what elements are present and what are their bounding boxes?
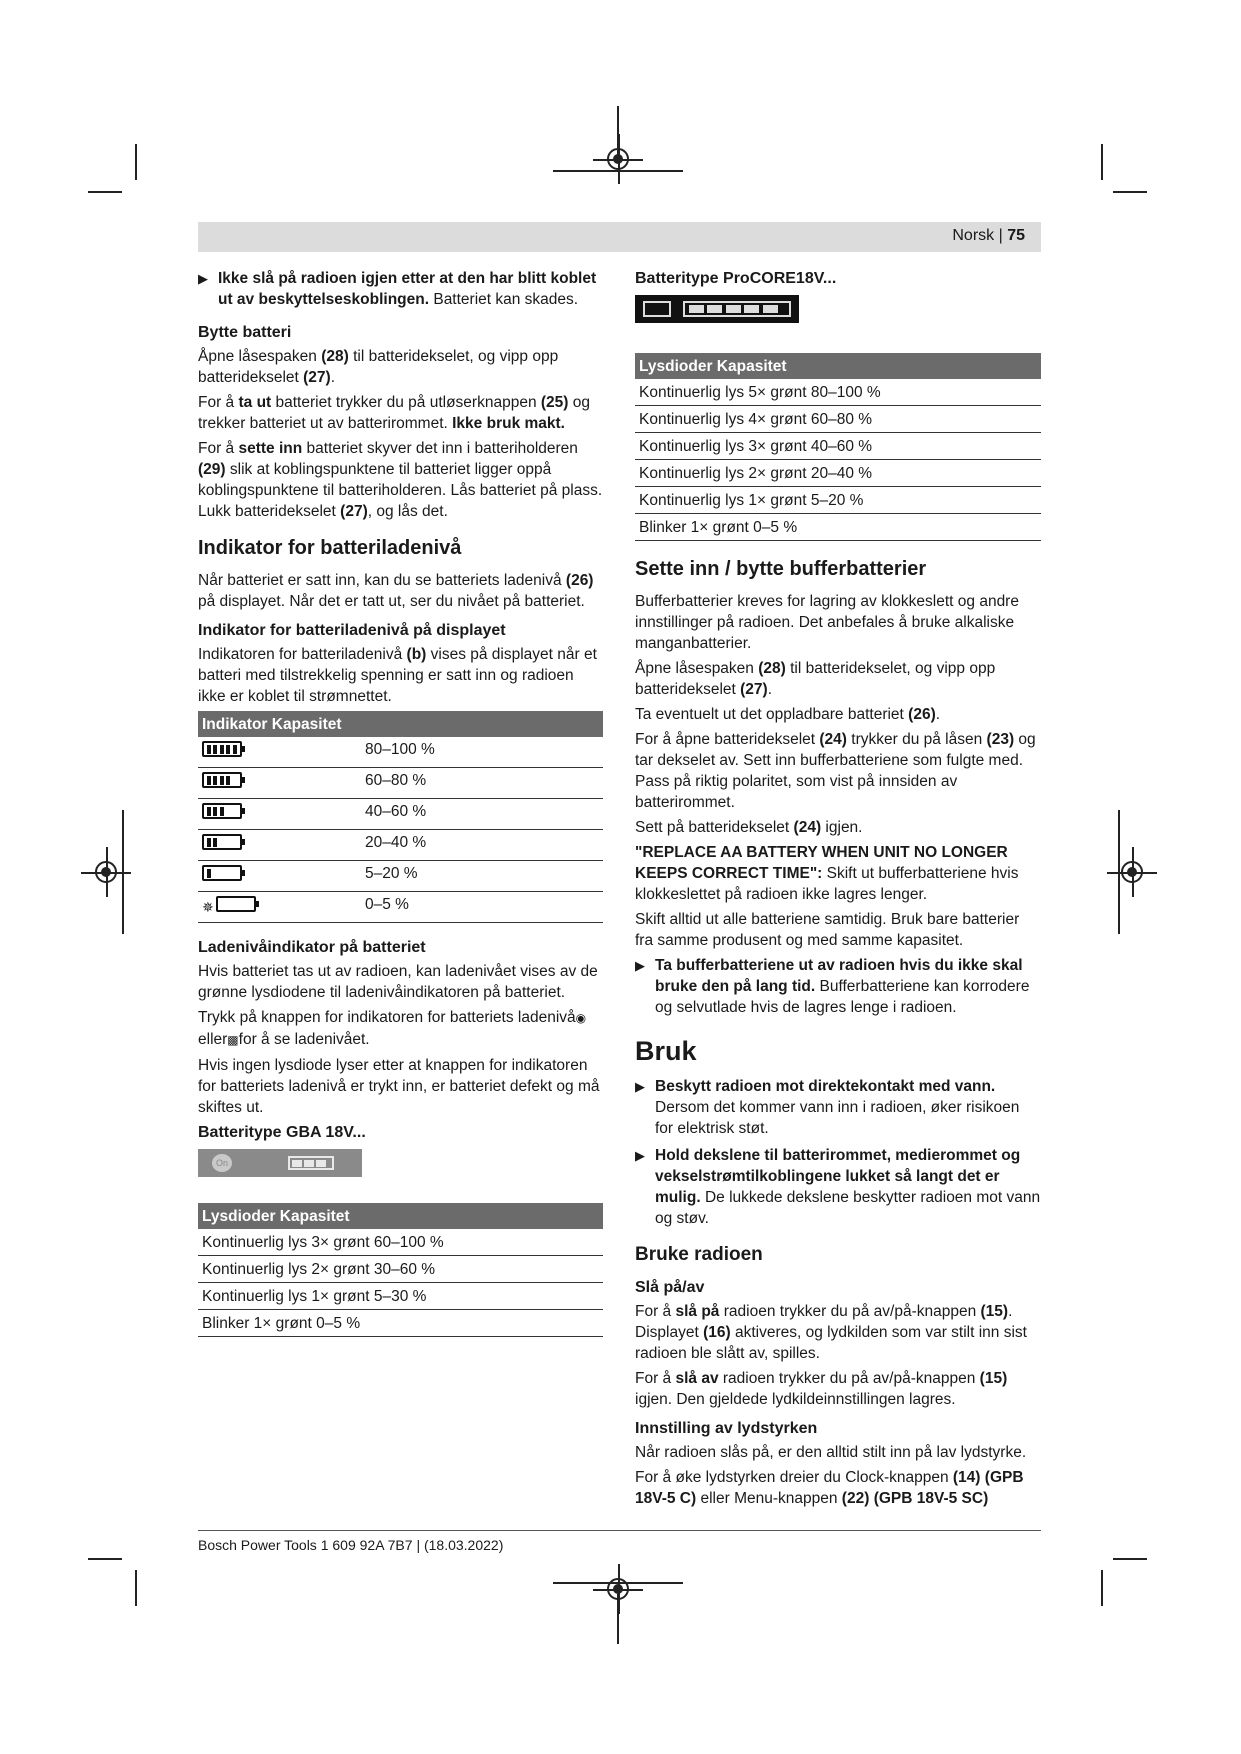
- paragraph: Når batteriet er satt inn, kan du se batteriets ladenivå (26) på displayet. Når det er tatt ut, ser du nivået på batteriet.: [198, 572, 594, 610]
- capacity-cell: 40–60 %: [361, 799, 603, 830]
- footer-divider: [198, 1530, 1041, 1531]
- left-column: [198, 268, 603, 1337]
- page-header: [198, 222, 1041, 252]
- paragraph: For å sette inn batteriet skyver det inn i batteriholderen (29) slik at koblingspunktene til batteriet ligger oppå koblingspunktene til batteriholderen. Lås batteriet på plass.: [198, 440, 603, 499]
- paragraph: Hvis ingen lysdiode lyser etter at knappen for indikatoren for batteriets ladenivå er trykt inn, er batteriet defekt og må skiftes ut.: [198, 1057, 600, 1116]
- bullet-triangle-icon: ▶: [635, 1079, 645, 1094]
- subsection-heading: Batteritype GBA 18V...: [198, 1124, 366, 1141]
- capacity-cell: 80–100 %: [361, 737, 603, 768]
- table-row: [198, 799, 603, 830]
- crop-mark: [135, 144, 137, 180]
- table-row: Kontinuerlig lys 3× grønt 60–100 %: [198, 1229, 603, 1256]
- indicator-table: [198, 711, 603, 923]
- battery-level-cell: [198, 892, 361, 923]
- paragraph: "REPLACE AA BATTERY WHEN UNIT NO LONGER KEEPS CORRECT TIME": Skift ut bufferbatteriene hvis klokkeslettet på radioen ikke lagres lenger.: [635, 844, 1019, 903]
- table-header: Lysdioder Kapasitet: [635, 353, 1041, 379]
- paragraph: For å ta ut batteriet trykker du på utløserknappen (25) og trekker batteriet ut av batterirommet. Ikke bruk makt.: [198, 394, 591, 432]
- registration-mark: [607, 148, 629, 170]
- crop-mark: [88, 1558, 122, 1560]
- page-number: 75: [1007, 227, 1025, 244]
- battery-level-icon: [202, 865, 242, 881]
- paragraph: For å slå på radioen trykker du på av/på-knappen (15). Displayet (16) aktiveres, og lydkilden som var stilt inn sist radioen ble slått av, spilles.: [635, 1303, 1027, 1362]
- table-row: [198, 830, 603, 861]
- battery-level-icon: [202, 741, 242, 757]
- table-row: Kontinuerlig lys 1× grønt 5–20 %: [635, 487, 1041, 514]
- subsection-heading: Ladenivåindikator på batteriet: [198, 939, 426, 956]
- on-button-icon: On: [212, 1154, 232, 1172]
- battery-level-icon: [202, 803, 242, 819]
- crop-mark: [1101, 1570, 1103, 1606]
- battery-level-cell: [198, 830, 361, 861]
- section-heading: Sette inn / bytte bufferbatterier: [635, 558, 927, 580]
- paragraph: Sett på batteridekselet (24) igjen.: [635, 819, 863, 836]
- blinking-icon: ✵: [202, 899, 214, 915]
- button-icon: ◉: [575, 1011, 587, 1025]
- table-row: Kontinuerlig lys 2× grønt 30–60 %: [198, 1256, 603, 1283]
- registration-mark: [95, 861, 117, 883]
- table-row: Blinker 1× grønt 0–5 %: [198, 1310, 603, 1337]
- paragraph: Åpne låsespaken (28) til batteridekselet, og vipp opp batteridekselet (27).: [635, 660, 996, 698]
- paragraph: Åpne låsespaken (28) til batteridekselet, og vipp opp batteridekselet (27).: [198, 348, 559, 386]
- table-header: Indikator Kapasitet: [198, 711, 603, 737]
- header-language: Norsk: [952, 227, 995, 244]
- right-column: [635, 268, 1041, 1513]
- battery-level-cell: [198, 861, 361, 892]
- paragraph: Hvis batteriet tas ut av radioen, kan ladenivået vises av de grønne lysdiodene til ladenivåindikatoren på batteriet.: [198, 963, 598, 1001]
- capacity-cell: 60–80 %: [361, 768, 603, 799]
- crop-mark: [1113, 191, 1147, 193]
- warning-item: ▶ Beskytt radioen mot direktekontakt med vann. Dersom det kommer vann inn i radioen, øker risikoen for elektrisk støt.: [635, 1078, 1020, 1137]
- registration-mark: [607, 1578, 629, 1600]
- battery-level-cell: [198, 737, 361, 768]
- battery-level-cell: [198, 799, 361, 830]
- table-row: [198, 892, 603, 923]
- gba-led-table: [198, 1203, 603, 1337]
- crop-mark: [1113, 1558, 1147, 1560]
- capacity-cell: 0–5 %: [361, 892, 603, 923]
- crop-mark: [1101, 144, 1103, 180]
- table-row: Kontinuerlig lys 3× grønt 40–60 %: [635, 433, 1041, 460]
- warning-text: Batteriet kan skades.: [429, 291, 579, 308]
- paragraph: Trykk på knappen for indikatoren for batteriets ladenivå◉ eller▩for å se ladenivået.: [198, 1009, 587, 1048]
- registration-mark: [1121, 861, 1143, 883]
- paragraph: For å åpne batteridekselet (24) trykker du på låsen (23) og tar dekselet av. Sett inn bufferbatteriene som fulgte med.: [635, 731, 1036, 769]
- chapter-heading: Bruk: [635, 1036, 697, 1066]
- crop-mark: [135, 1570, 137, 1606]
- warning-bold: Ikke slå på radioen igjen etter at den har blitt koblet ut av beskyttelseskoblingen.: [218, 270, 597, 308]
- battery-level-icon: [216, 896, 256, 912]
- table-row: [198, 861, 603, 892]
- bullet-triangle-icon: ▶: [635, 1148, 645, 1163]
- bullet-triangle-icon: ▶: [635, 958, 645, 973]
- warning-item: ▶ Ta bufferbatteriene ut av radioen hvis du ikke skal bruke den på lang tid. Bufferbatteriene kan korrodere og selvutlade hvis de lagres lenge i radioen.: [635, 957, 1030, 1016]
- table-row: Kontinuerlig lys 5× grønt 80–100 %: [635, 379, 1041, 406]
- subsection-heading: Indikator for batteriladenivå på displayet: [198, 622, 506, 639]
- battery-icon: [288, 1156, 334, 1170]
- procore-led-table: [635, 353, 1041, 541]
- procore-battery-illustration: [635, 295, 799, 323]
- battery-level-cell: [198, 768, 361, 799]
- table-header: Lysdioder Kapasitet: [198, 1203, 603, 1229]
- section-heading: Bytte batteri: [198, 324, 292, 341]
- paragraph: For å øke lydstyrken dreier du Clock-knappen (14) (GPB 18V-5 C) eller Menu-knappen (22) (GPB 18V-5 SC): [635, 1469, 1024, 1507]
- paragraph: Bufferbatterier kreves for lagring av klokkeslett og andre innstillinger på radioen. Det anbefales å bruke alkaliske manganbatterier.: [635, 593, 1019, 652]
- button-icon: ▩: [227, 1033, 239, 1047]
- table-row: [198, 768, 603, 799]
- gba-battery-illustration: [198, 1149, 362, 1177]
- led-bar-icon: [683, 301, 791, 317]
- section-heading: Indikator for batteriladenivå: [198, 537, 462, 559]
- paragraph: Skift alltid ut alle batteriene samtidig. Bruk bare batterier fra samme produsent og med samme kapasitet.: [635, 911, 1020, 949]
- subsection-heading: Slå på/av: [635, 1279, 705, 1296]
- table-row: Kontinuerlig lys 2× grønt 20–40 %: [635, 460, 1041, 487]
- header-separator: |: [998, 227, 1003, 244]
- paragraph: Indikatoren for batteriladenivå (b) vises på displayet når et batteri med tilstrekkelig spenning er satt inn og radioen ikke er koblet til strømnettet.: [198, 646, 597, 705]
- paragraph: Lukk batteridekselet (27), og lås det.: [198, 503, 448, 520]
- table-row: Kontinuerlig lys 4× grønt 60–80 %: [635, 406, 1041, 433]
- header-text: [952, 227, 1025, 245]
- crop-mark: [88, 191, 122, 193]
- capacity-cell: 5–20 %: [361, 861, 603, 892]
- warning-item: ▶ Hold dekslene til batterirommet, medierommet og vekselstrømtilkoblingene lukket så langt det er mulig. De lukkede dekslene beskytter radioen mot vann og støv.: [635, 1147, 1041, 1227]
- bullet-triangle-icon: ▶: [198, 271, 208, 286]
- capacity-cell: 20–40 %: [361, 830, 603, 861]
- table-row: [198, 737, 603, 768]
- paragraph: For å slå av radioen trykker du på av/på-knappen (15) igjen. Den gjeldede lydkildeinnstillingen lagres.: [635, 1370, 1008, 1408]
- paragraph: Ta eventuelt ut det oppladbare batteriet (26).: [635, 706, 941, 723]
- subsection-heading: Batteritype ProCORE18V...: [635, 270, 837, 287]
- section-heading: Bruke radioen: [635, 1244, 763, 1265]
- paragraph: Når radioen slås på, er den alltid stilt inn på lav lydstyrke.: [635, 1444, 1027, 1461]
- warning-item: [198, 268, 603, 310]
- table-row: Kontinuerlig lys 1× grønt 5–30 %: [198, 1283, 603, 1310]
- paragraph: Pass på riktig polaritet, som vist på innsiden av batterirommet.: [635, 773, 958, 811]
- battery-icon: [643, 301, 671, 317]
- table-row: Blinker 1× grønt 0–5 %: [635, 514, 1041, 541]
- footer-text: Bosch Power Tools 1 609 92A 7B7 | (18.03.2022): [198, 1537, 504, 1553]
- battery-level-icon: [202, 834, 242, 850]
- subsection-heading: Innstilling av lydstyrken: [635, 1420, 818, 1437]
- battery-level-icon: [202, 772, 242, 788]
